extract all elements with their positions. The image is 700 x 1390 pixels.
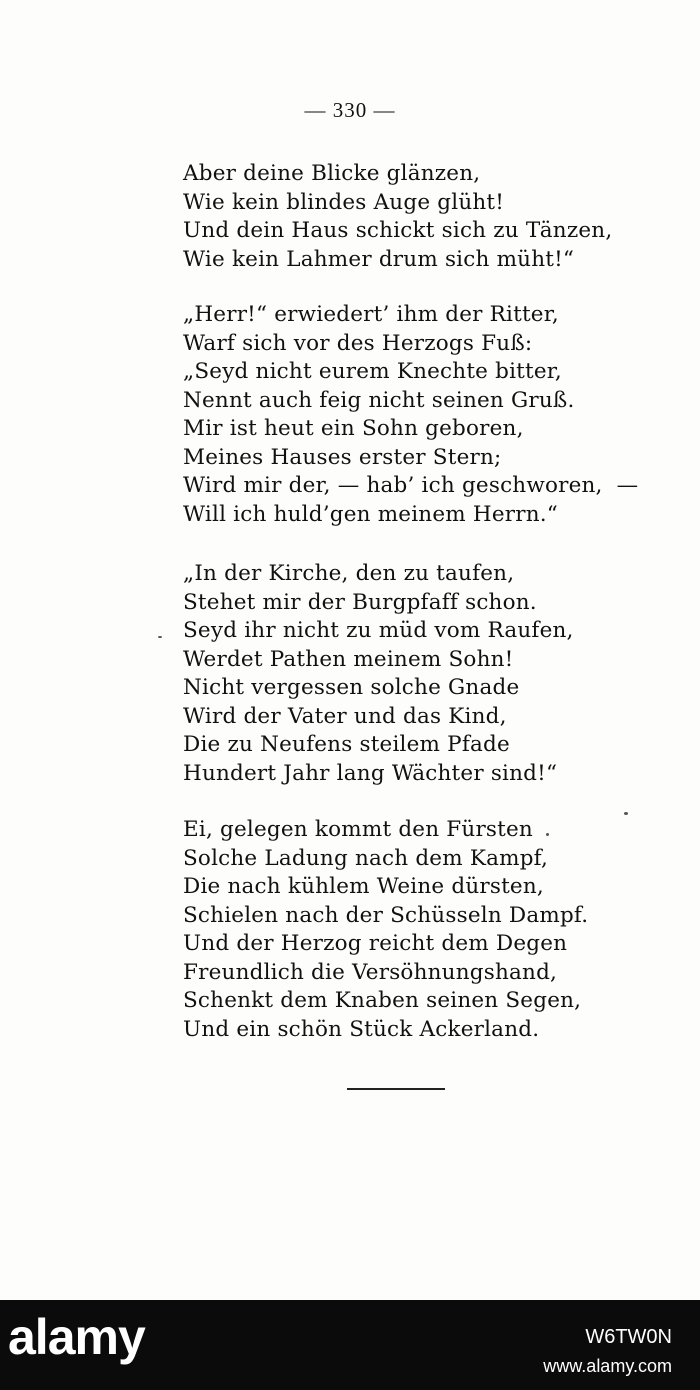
verse-line: Hundert Jahr lang Wächter sind!“ xyxy=(183,760,558,786)
verse-line xyxy=(183,472,653,501)
verse-line: Freundlich die Versöhnungshand, xyxy=(183,959,558,985)
verse-line: Wird der Vater und das Kind, xyxy=(183,703,507,729)
verse-line: Will ich huld’gen meinem Herrn.“ xyxy=(183,501,558,527)
verse-line: Und der Herzog reicht dem Degen xyxy=(183,931,568,956)
verse-line: Schielen nach der Schüsseln Dampf. xyxy=(183,902,589,928)
verse-line: Wie kein blindes Auge glüht! xyxy=(183,189,505,215)
brand-logo: alamy xyxy=(8,1309,145,1365)
verse-line: Warf sich vor des Herzogs Fuß: xyxy=(183,330,533,356)
verse-line: Wie kein Lahmer drum sich müht!“ xyxy=(183,246,575,272)
verse-line: Seyd ihr nicht zu müd vom Raufen, xyxy=(183,618,574,643)
page-number: — 330 — xyxy=(304,98,396,122)
stanza-3 xyxy=(183,560,653,788)
verse-line: Die zu Neufens steilem Pfade xyxy=(183,732,510,757)
stanza-1 xyxy=(183,160,653,274)
verse-line-text: Wird mir der, — hab’ ich geschworen, xyxy=(183,473,603,498)
verse-line: Aber deine Blicke glänzen, xyxy=(183,161,481,186)
stanza-4 xyxy=(183,816,653,1044)
end-rule xyxy=(347,1088,445,1090)
verse-line: Und ein schön Stück Ackerland. xyxy=(183,1016,540,1042)
speck xyxy=(546,833,549,836)
verse-line: Die nach kühlem Weine dürsten, xyxy=(183,874,544,899)
watermark-bar xyxy=(0,1300,700,1390)
stanza-2 xyxy=(183,301,653,529)
verse-line: Und dein Haus schickt sich zu Tänzen, xyxy=(183,218,613,243)
site-url: www.alamy.com xyxy=(543,1356,672,1376)
speck xyxy=(624,812,628,815)
verse-line: Nicht vergessen solche Gnade xyxy=(183,675,520,700)
verse-line: „Herr!“ erwiedert’ ihm der Ritter, xyxy=(183,302,559,327)
verse-line: Schenkt dem Knaben seinen Segen, xyxy=(183,988,582,1013)
image-id: W6TW0N xyxy=(585,1326,672,1348)
trailing-dash: — xyxy=(616,473,639,498)
verse-line: Mir ist heut ein Sohn geboren, xyxy=(183,416,524,441)
verse-line: Solche Ladung nach dem Kampf, xyxy=(183,845,549,871)
speck xyxy=(158,636,162,638)
verse-line: Werdet Pathen meinem Sohn! xyxy=(183,646,514,672)
verse-line: Nennt auch feig nicht seinen Gruß. xyxy=(183,387,575,413)
verse-line: „In der Kirche, den zu taufen, xyxy=(183,561,515,586)
verse-line: Stehet mir der Burgpfaff schon. xyxy=(183,589,537,615)
verse-line: Ei, gelegen kommt den Fürsten xyxy=(183,817,533,842)
verse-line: Meines Hauses erster Stern; xyxy=(183,444,502,470)
verse-line: „Seyd nicht eurem Knechte bitter, xyxy=(183,359,562,384)
